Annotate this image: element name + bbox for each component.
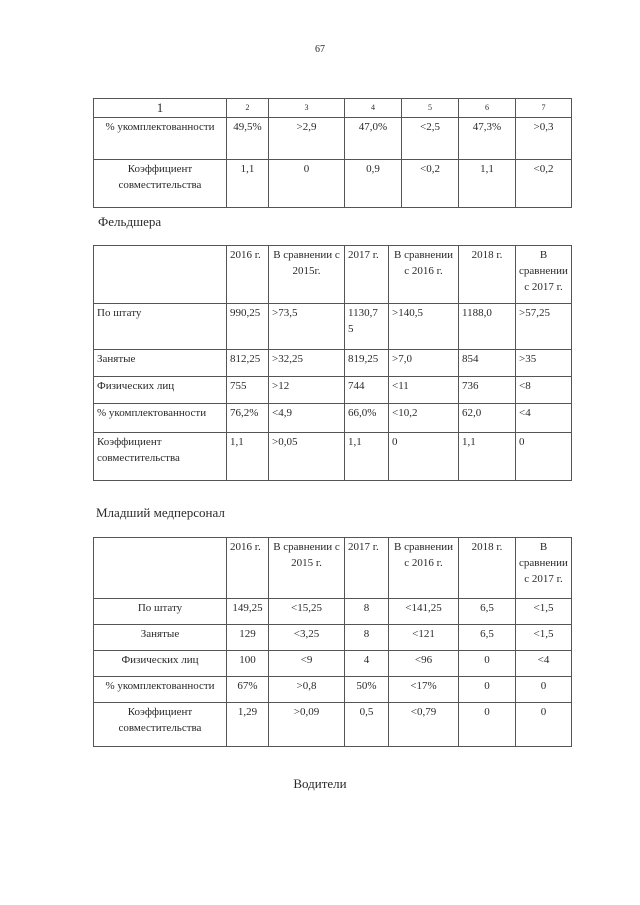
- header-cell: [94, 538, 227, 599]
- row-label: Коэффициент совместительства: [94, 703, 227, 747]
- table-row: [94, 377, 572, 404]
- table-cell: <15,25: [269, 599, 345, 625]
- table-cell: 0: [516, 433, 572, 481]
- table-cell: 47,3%: [459, 118, 516, 160]
- section-heading-drivers: Водители: [293, 776, 347, 791]
- table-cell: <0,79: [389, 703, 459, 747]
- header-cell: 2018 г.: [459, 246, 516, 304]
- table-cell: 6,5: [459, 599, 516, 625]
- table-cell: <10,2: [389, 404, 459, 433]
- staffing-table-continuation: [93, 98, 572, 208]
- header-cell: 2016 г.: [227, 538, 269, 599]
- table-cell: 100: [227, 651, 269, 677]
- table-cell: 755: [227, 377, 269, 404]
- table-cell: <0,2: [402, 160, 459, 208]
- table-row: [94, 304, 572, 350]
- table-cell: >32,25: [269, 350, 345, 377]
- table-row: [94, 651, 572, 677]
- table-cell: 854: [459, 350, 516, 377]
- column-index: 7: [516, 99, 572, 118]
- table-cell: >7,0: [389, 350, 459, 377]
- table-cell: <4,9: [269, 404, 345, 433]
- table-cell: <4: [516, 404, 572, 433]
- table-cell: <4: [516, 651, 572, 677]
- header-cell: В сравнении с 2016 г.: [389, 538, 459, 599]
- junior-staff-table: [93, 537, 572, 747]
- table-cell: >0,3: [516, 118, 572, 160]
- row-label: % укомплектованности: [94, 404, 227, 433]
- table-cell: 812,25: [227, 350, 269, 377]
- table-cell: <11: [389, 377, 459, 404]
- table-header-row: [94, 246, 572, 304]
- row-label: По штату: [94, 304, 227, 350]
- table-cell: 0: [389, 433, 459, 481]
- table-row: [94, 404, 572, 433]
- row-label: Физических лиц: [94, 377, 227, 404]
- table-cell: 0: [516, 703, 572, 747]
- table-cell: 0: [516, 677, 572, 703]
- header-cell: 2017 г.: [345, 246, 389, 304]
- table-cell: 1,1: [345, 433, 389, 481]
- table-cell: 8: [345, 625, 389, 651]
- table-cell: <2,5: [402, 118, 459, 160]
- table-cell: >12: [269, 377, 345, 404]
- table-row: [94, 703, 572, 747]
- table-cell: 0: [459, 651, 516, 677]
- table-row: [94, 625, 572, 651]
- table-cell: 47,0%: [345, 118, 402, 160]
- row-label: % укомплектованности: [94, 677, 227, 703]
- table-cell: <9: [269, 651, 345, 677]
- table-row: [94, 160, 572, 208]
- table-cell: 0: [459, 703, 516, 747]
- table-cell: <8: [516, 377, 572, 404]
- table-cell: >0,09: [269, 703, 345, 747]
- table-cell: 0: [459, 677, 516, 703]
- column-index: 5: [402, 99, 459, 118]
- section-heading-junior-staff: Младший медперсонал: [96, 505, 225, 520]
- table-cell: >57,25: [516, 304, 572, 350]
- table-cell: 0,9: [345, 160, 402, 208]
- table-cell: 0: [269, 160, 345, 208]
- page-number: 67: [315, 44, 325, 55]
- table-cell: <0,2: [516, 160, 572, 208]
- row-label: % укомплектованности: [94, 118, 227, 160]
- header-cell: [94, 246, 227, 304]
- column-index: 6: [459, 99, 516, 118]
- row-label: Занятые: [94, 625, 227, 651]
- header-cell: В сравнении с 2015 г.: [269, 538, 345, 599]
- header-cell: 2016 г.: [227, 246, 269, 304]
- table-cell: 1,1: [227, 160, 269, 208]
- table-cell: 62,0: [459, 404, 516, 433]
- table-row: [94, 118, 572, 160]
- row-label: Физических лиц: [94, 651, 227, 677]
- header-cell: 2018 г.: [459, 538, 516, 599]
- table-cell: 66,0%: [345, 404, 389, 433]
- table-cell: >35: [516, 350, 572, 377]
- table-cell: >2,9: [269, 118, 345, 160]
- column-index: 2: [227, 99, 269, 118]
- row-label: Коэффициент совместительства: [94, 160, 227, 208]
- table-cell: 1,1: [227, 433, 269, 481]
- table-cell: 990,25: [227, 304, 269, 350]
- header-cell: В сравнении с 2015г.: [269, 246, 345, 304]
- table-cell: 129: [227, 625, 269, 651]
- table-cell: 1,1: [459, 433, 516, 481]
- table-cell: <1,5: [516, 625, 572, 651]
- table-cell: >0,8: [269, 677, 345, 703]
- table-cell: 76,2%: [227, 404, 269, 433]
- table-cell: 1,1: [459, 160, 516, 208]
- table-cell: 744: [345, 377, 389, 404]
- table-cell: >0,05: [269, 433, 345, 481]
- table-cell: <3,25: [269, 625, 345, 651]
- table-cell: 736: [459, 377, 516, 404]
- table-cell: 819,25: [345, 350, 389, 377]
- feldshers-table: [93, 245, 572, 481]
- table-cell: 1188,0: [459, 304, 516, 350]
- section-heading-feldshers: Фельдшера: [98, 214, 162, 229]
- table-row: [94, 677, 572, 703]
- column-index: 3: [269, 99, 345, 118]
- table-cell: 49,5%: [227, 118, 269, 160]
- header-cell: В сравнении с 2017 г.: [516, 246, 572, 304]
- table-row: [94, 599, 572, 625]
- table-cell: 149,25: [227, 599, 269, 625]
- row-label: По штату: [94, 599, 227, 625]
- column-index: 1: [94, 99, 227, 118]
- table-cell: 4: [345, 651, 389, 677]
- table-cell: >73,5: [269, 304, 345, 350]
- table-cell: <141,25: [389, 599, 459, 625]
- table-cell: <96: [389, 651, 459, 677]
- table-cell: 1130,7 5: [345, 304, 389, 350]
- table-cell: 8: [345, 599, 389, 625]
- table-header-row: [94, 538, 572, 599]
- table-cell: <121: [389, 625, 459, 651]
- row-label: Коэффициент совместительства: [94, 433, 227, 481]
- table-cell: 0,5: [345, 703, 389, 747]
- table-cell: <17%: [389, 677, 459, 703]
- column-index: 4: [345, 99, 402, 118]
- table-cell: <1,5: [516, 599, 572, 625]
- table-cell: 6,5: [459, 625, 516, 651]
- row-label: Занятые: [94, 350, 227, 377]
- table-cell: 50%: [345, 677, 389, 703]
- table-cell: 67%: [227, 677, 269, 703]
- column-index-row: [94, 99, 572, 118]
- header-cell: В сравнении с 2016 г.: [389, 246, 459, 304]
- table-row: [94, 433, 572, 481]
- table-cell: 1,29: [227, 703, 269, 747]
- table-cell: >140,5: [389, 304, 459, 350]
- header-cell: В сравнении с 2017 г.: [516, 538, 572, 599]
- table-row: [94, 350, 572, 377]
- header-cell: 2017 г.: [345, 538, 389, 599]
